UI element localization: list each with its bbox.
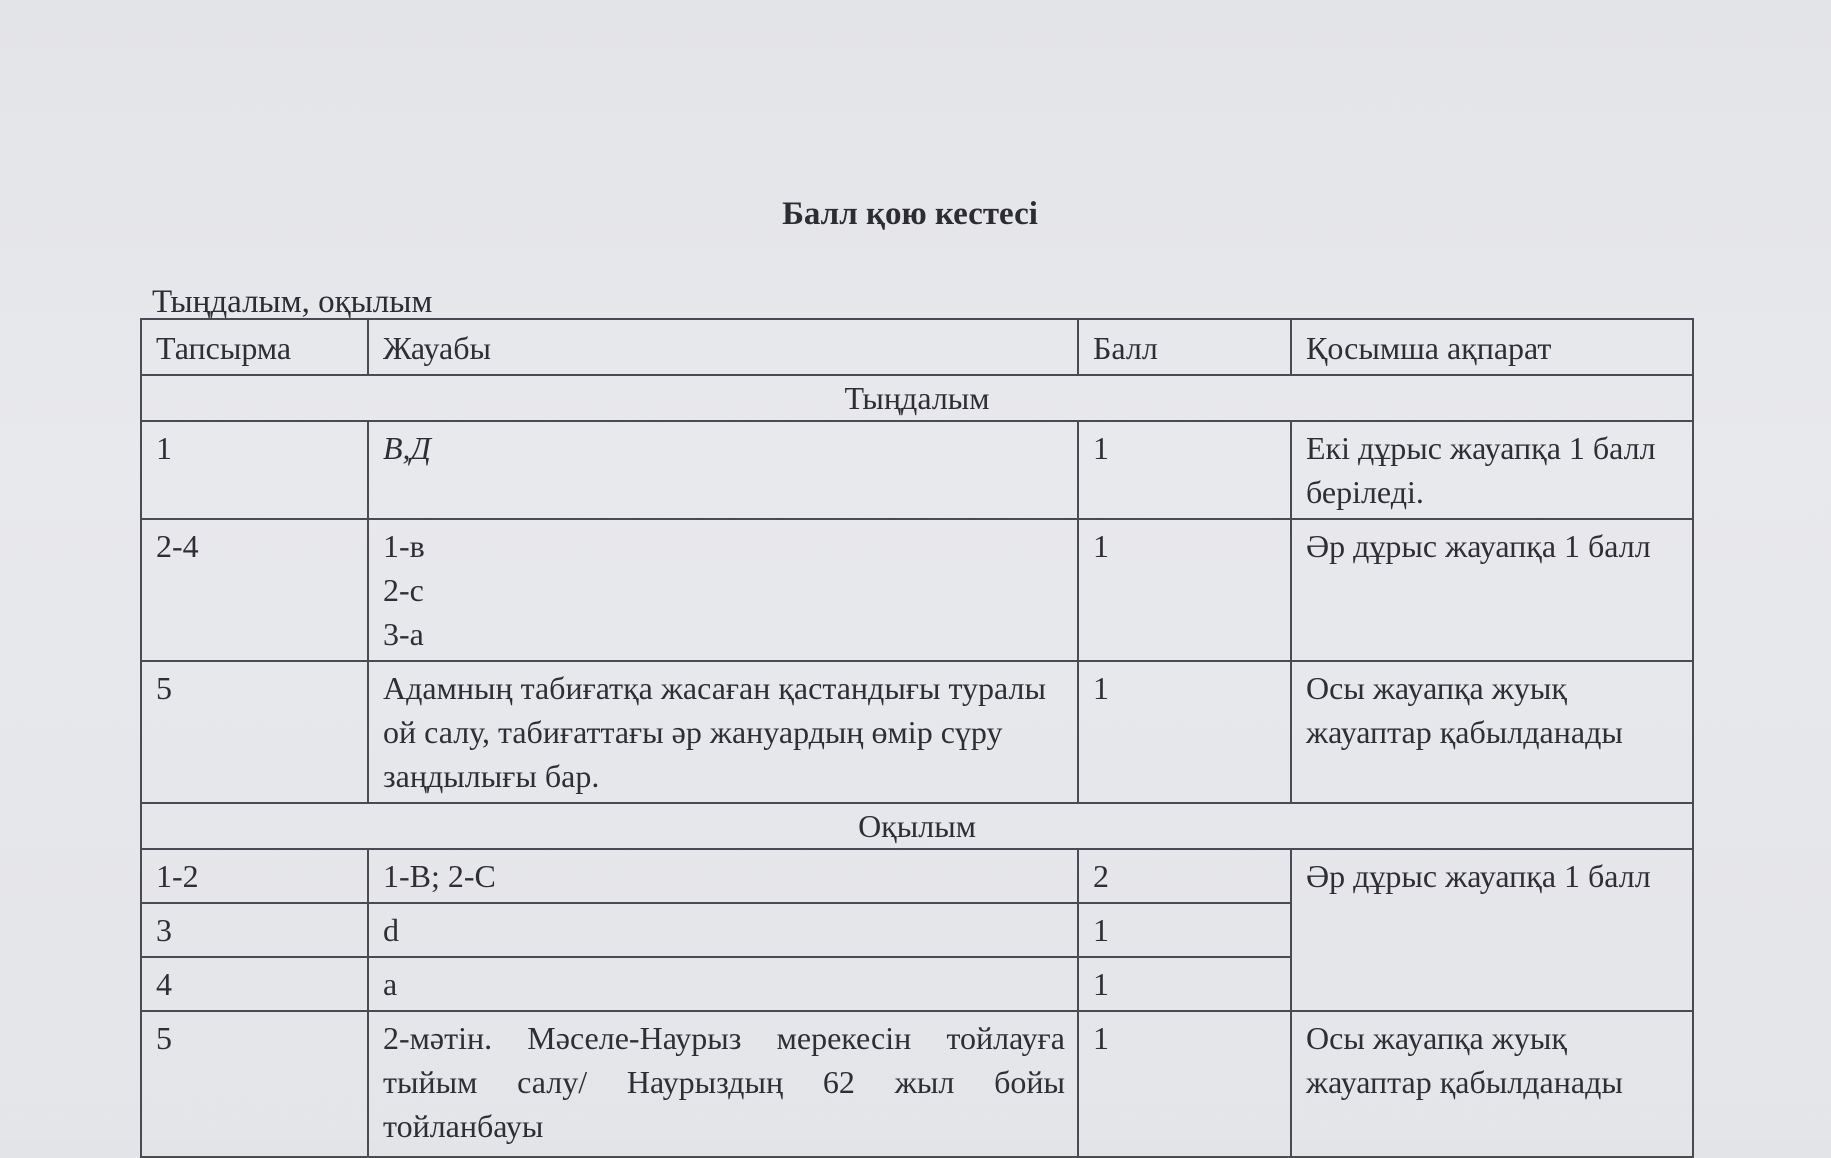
cell-info: Екі дұрыс жауапқа 1 балл беріледі. [1291, 421, 1693, 519]
answer-line: 2-с [383, 572, 424, 608]
cell-points: 1 [1078, 421, 1291, 519]
table-row [141, 1011, 1693, 1157]
table-row [141, 519, 1693, 661]
cell-answer: 1-В; 2-С [368, 849, 1078, 903]
cell-points: 1 [1078, 519, 1291, 661]
group-row-listening [141, 375, 1693, 421]
group-label-reading: Оқылым [141, 803, 1693, 849]
cell-points: 1 [1078, 661, 1291, 803]
cell-answer: Адамның табиғатқа жасаған қастандығы туралы ой салу, табиғаттағы әр жануардың өмір сүру заңдылығы бар. [368, 661, 1078, 803]
cell-info: Осы жауапқа жуық жауаптар қабылданады [1291, 1011, 1693, 1157]
cell-info-merged: Әр дұрыс жауапқа 1 балл [1291, 849, 1693, 1011]
group-row-reading [141, 803, 1693, 849]
cell-task: 1-2 [141, 849, 368, 903]
header-task: Тапсырма [141, 319, 368, 375]
header-answer: Жауабы [368, 319, 1078, 375]
cell-answer: 2-мәтін. Мәселе-Наурыз мерекесін тойлауға тыйым салу/ Наурыздың 62 жыл бойы тойланбауы [368, 1011, 1078, 1157]
header-points: Балл [1078, 319, 1291, 375]
answer-line: 1-в [383, 528, 425, 564]
table-row [141, 661, 1693, 803]
cell-task: 1 [141, 421, 368, 519]
table-row [141, 849, 1693, 903]
section-label: Тыңдалым, оқылым [152, 284, 433, 320]
cell-points: 2 [1078, 849, 1291, 903]
table-row [141, 421, 1693, 519]
cell-task: 3 [141, 903, 368, 957]
cell-answer: d [368, 903, 1078, 957]
cell-task: 2-4 [141, 519, 368, 661]
cell-info: Осы жауапқа жуық жауаптар қабылданады [1291, 661, 1693, 803]
cell-task: 4 [141, 957, 368, 1011]
cell-task: 5 [141, 661, 368, 803]
answer-line: 3-а [383, 616, 424, 652]
document-title: Балл қою кестесі [782, 196, 1038, 232]
cell-task: 5 [141, 1011, 368, 1157]
cell-points: 1 [1078, 1011, 1291, 1157]
table-header-row [141, 319, 1693, 375]
cell-points: 1 [1078, 957, 1291, 1011]
cell-points: 1 [1078, 903, 1291, 957]
cell-answer: В,Д [368, 421, 1078, 519]
group-label-listening: Тыңдалым [141, 375, 1693, 421]
cell-answer [368, 519, 1078, 661]
scoring-table [140, 318, 1694, 1158]
cell-answer: a [368, 957, 1078, 1011]
header-info: Қосымша ақпарат [1291, 319, 1693, 375]
cell-info: Әр дұрыс жауапқа 1 балл [1291, 519, 1693, 661]
